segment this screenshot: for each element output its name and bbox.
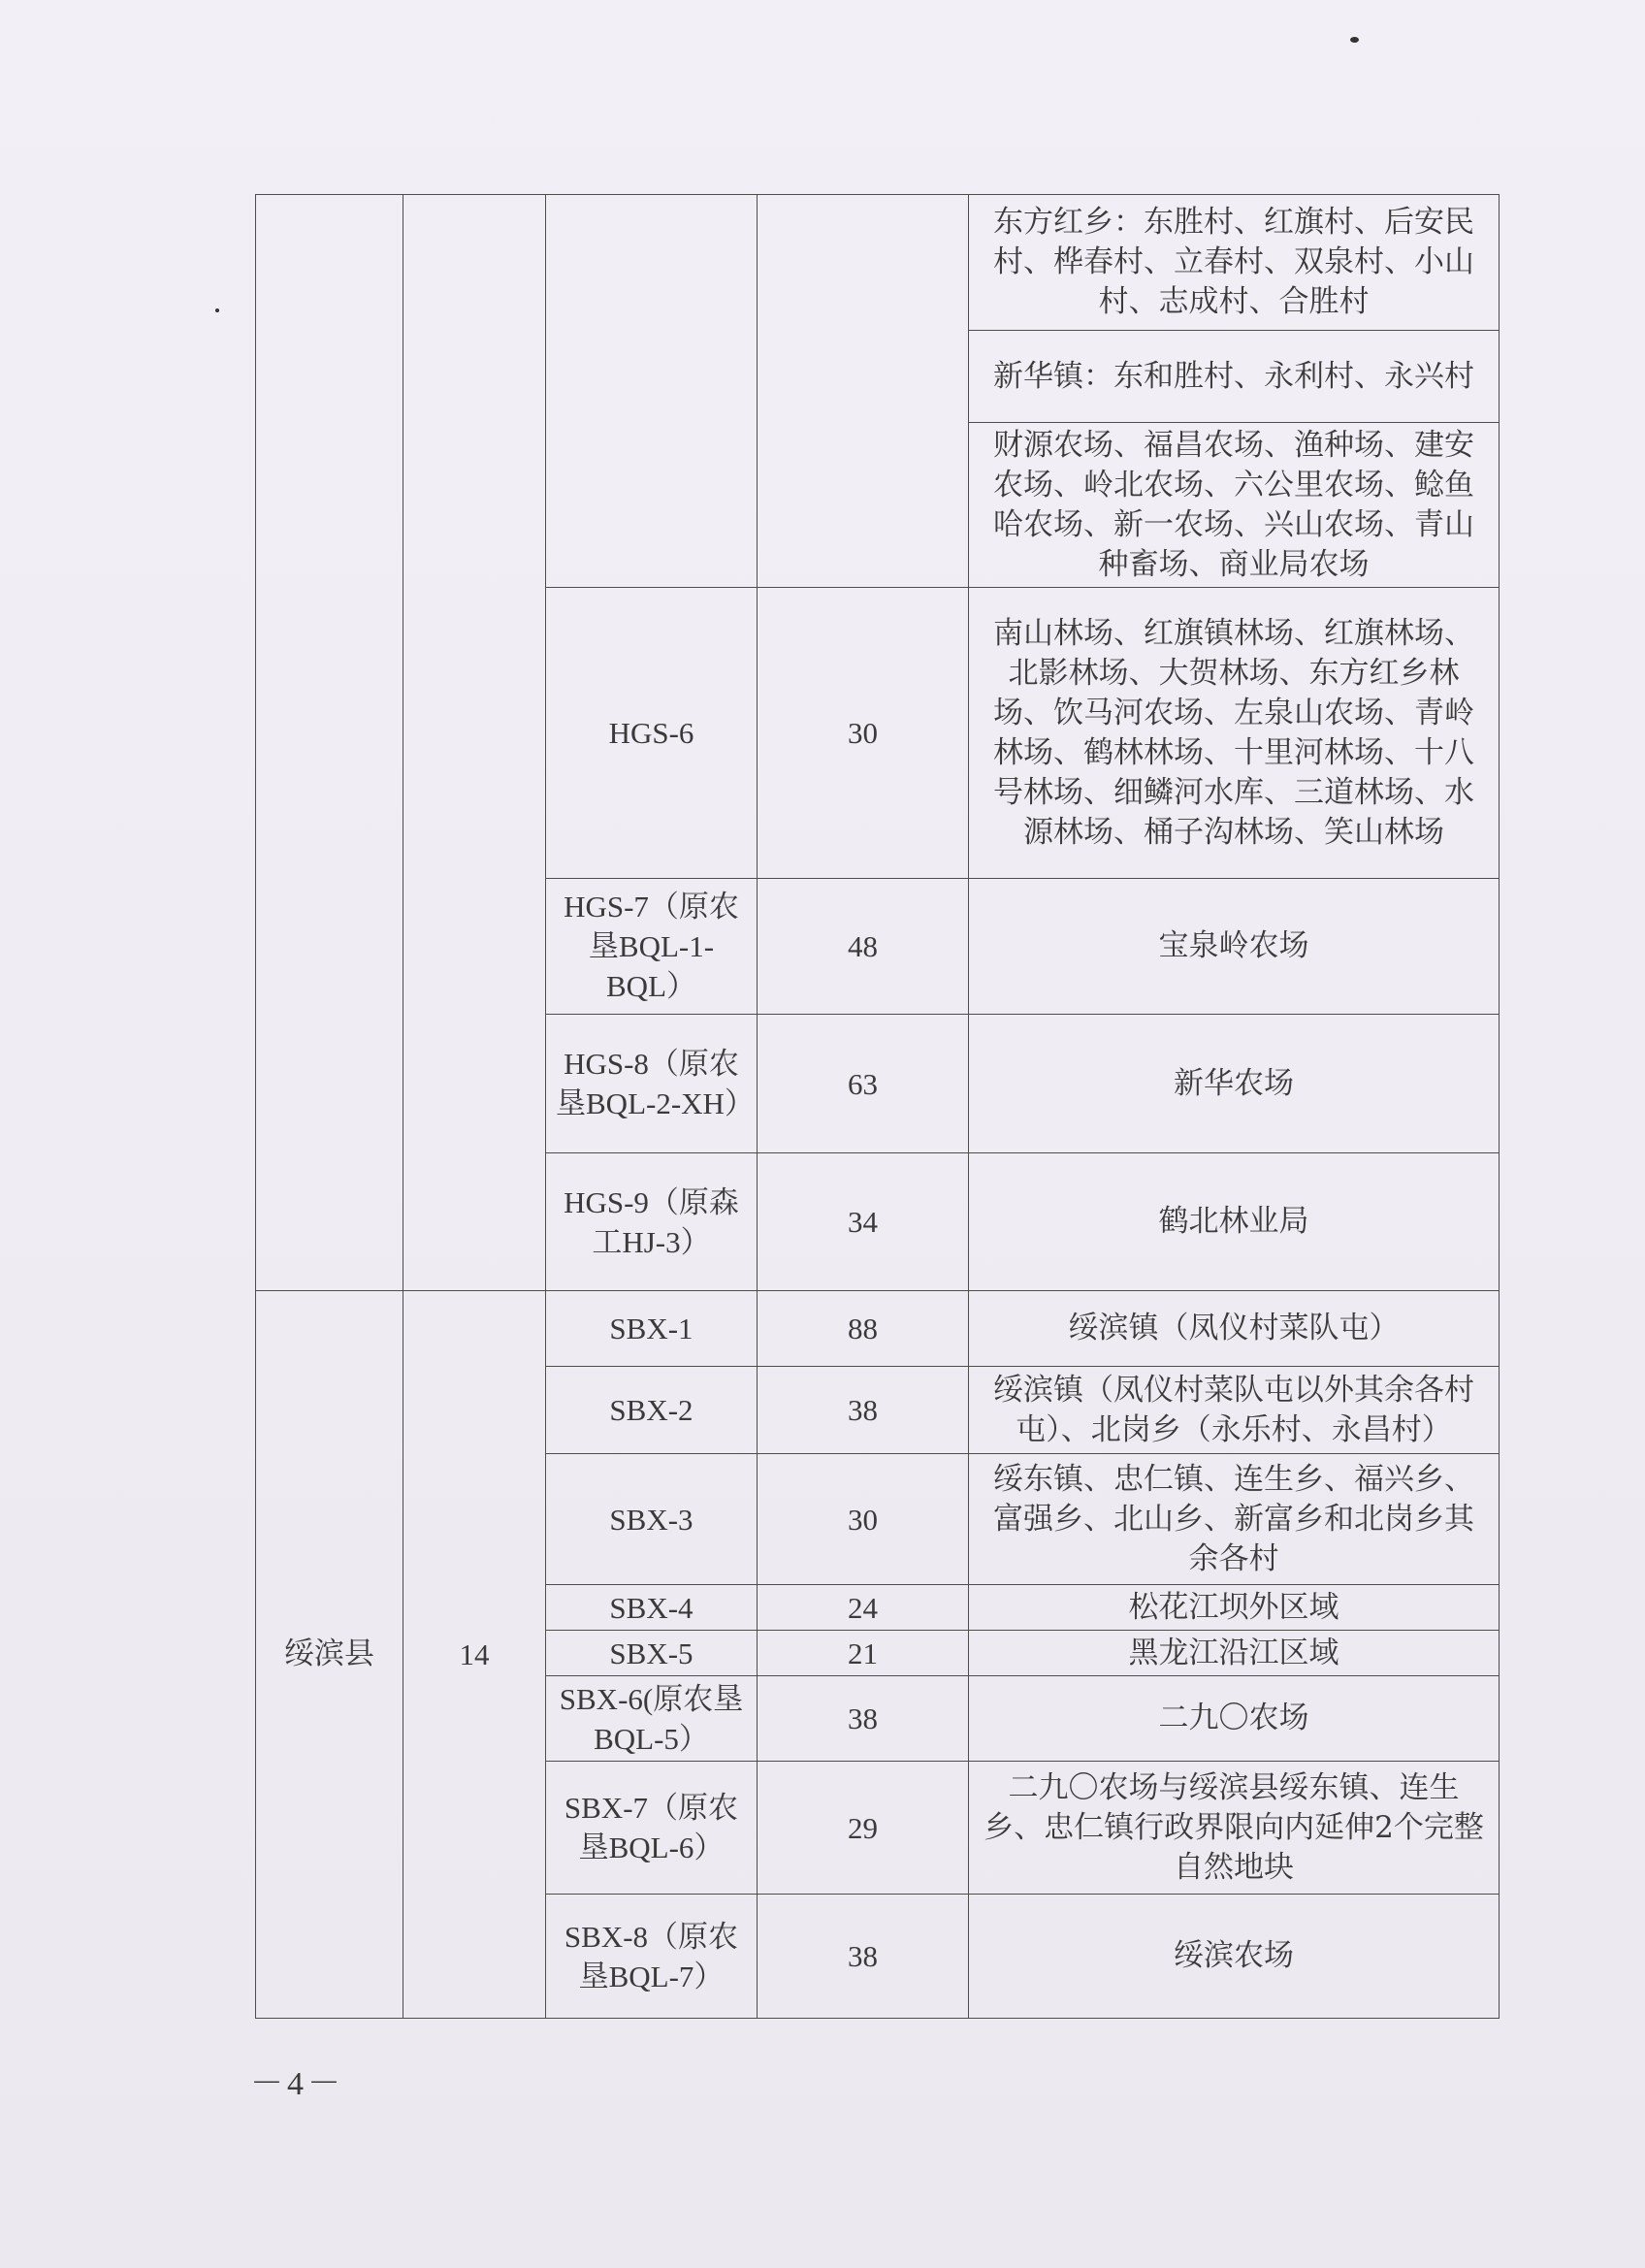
unit-cell: SBX-4 <box>546 1585 758 1631</box>
price-cell: 88 <box>758 1291 969 1367</box>
places-cell: 黑龙江沿江区域 <box>969 1631 1500 1676</box>
places-cell: 绥滨镇（凤仪村菜队屯） <box>969 1291 1500 1367</box>
county-cell-continued <box>256 195 403 1291</box>
price-cell: 30 <box>758 588 969 879</box>
price-cell: 63 <box>758 1015 969 1153</box>
places-cell: 南山林场、红旗镇林场、红旗林场、北影林场、大贺林场、东方红乡林场、饮马河农场、左泉山农场、青岭林场、鹤林林场、十里河林场、十八号林场、细鳞河水库、三道林场、水源林场、桶子沟林场、笑山林场 <box>969 588 1500 879</box>
price-cell: 38 <box>758 1895 969 2019</box>
table-row <box>256 195 1500 331</box>
price-cell: 24 <box>758 1585 969 1631</box>
land-price-zone-table <box>255 194 1500 2019</box>
places-cell: 二九〇农场与绥滨县绥东镇、连生乡、忠仁镇行政界限向内延伸2个完整自然地块 <box>969 1762 1500 1895</box>
price-cell: 38 <box>758 1676 969 1762</box>
unit-cell: HGS-7（原农垦BQL-1-BQL） <box>546 879 758 1015</box>
ink-speck <box>1350 37 1359 43</box>
unit-cell: SBX-5 <box>546 1631 758 1676</box>
unit-cell: SBX-7（原农垦BQL-6） <box>546 1762 758 1895</box>
places-cell: 松花江坝外区域 <box>969 1585 1500 1631</box>
price-cell: 48 <box>758 879 969 1015</box>
price-cell: 21 <box>758 1631 969 1676</box>
price-cell: 38 <box>758 1367 969 1454</box>
county-cell: 绥滨县 <box>256 1291 403 2019</box>
unit-cell: HGS-8（原农垦BQL-2-XH） <box>546 1015 758 1153</box>
count-cell: 14 <box>403 1291 546 2019</box>
price-cell-continued <box>758 195 969 588</box>
places-cell: 绥滨镇（凤仪村菜队屯以外其余各村屯）、北岗乡（永乐村、永昌村） <box>969 1367 1500 1454</box>
table-row <box>256 1291 1500 1367</box>
unit-cell: SBX-8（原农垦BQL-7） <box>546 1895 758 2019</box>
price-cell: 34 <box>758 1153 969 1291</box>
price-cell: 29 <box>758 1762 969 1895</box>
places-cell: 财源农场、福昌农场、渔种场、建安农场、岭北农场、六公里农场、鲶鱼哈农场、新一农场、兴山农场、青山种畜场、商业局农场 <box>969 423 1500 588</box>
unit-cell: SBX-6(原农垦BQL-5） <box>546 1676 758 1762</box>
places-cell: 二九〇农场 <box>969 1676 1500 1762</box>
unit-cell: HGS-9（原森工HJ-3） <box>546 1153 758 1291</box>
places-cell: 东方红乡：东胜村、红旗村、后安民村、桦春村、立春村、双泉村、小山村、志成村、合胜村 <box>969 195 1500 331</box>
places-cell: 新华镇：东和胜村、永利村、永兴村 <box>969 331 1500 423</box>
unit-cell-continued <box>546 195 758 588</box>
unit-cell: SBX-2 <box>546 1367 758 1454</box>
places-cell: 宝泉岭农场 <box>969 879 1500 1015</box>
price-cell: 30 <box>758 1454 969 1585</box>
places-cell: 绥滨农场 <box>969 1895 1500 2019</box>
places-cell: 鹤北林业局 <box>969 1153 1500 1291</box>
places-cell: 绥东镇、忠仁镇、连生乡、福兴乡、富强乡、北山乡、新富乡和北岗乡其余各村 <box>969 1454 1500 1585</box>
places-cell: 新华农场 <box>969 1015 1500 1153</box>
unit-cell: HGS-6 <box>546 588 758 879</box>
count-cell-continued <box>403 195 546 1291</box>
page-number: －4－ <box>250 2066 344 2102</box>
unit-cell: SBX-3 <box>546 1454 758 1585</box>
unit-cell: SBX-1 <box>546 1291 758 1367</box>
ink-speck <box>215 308 219 312</box>
